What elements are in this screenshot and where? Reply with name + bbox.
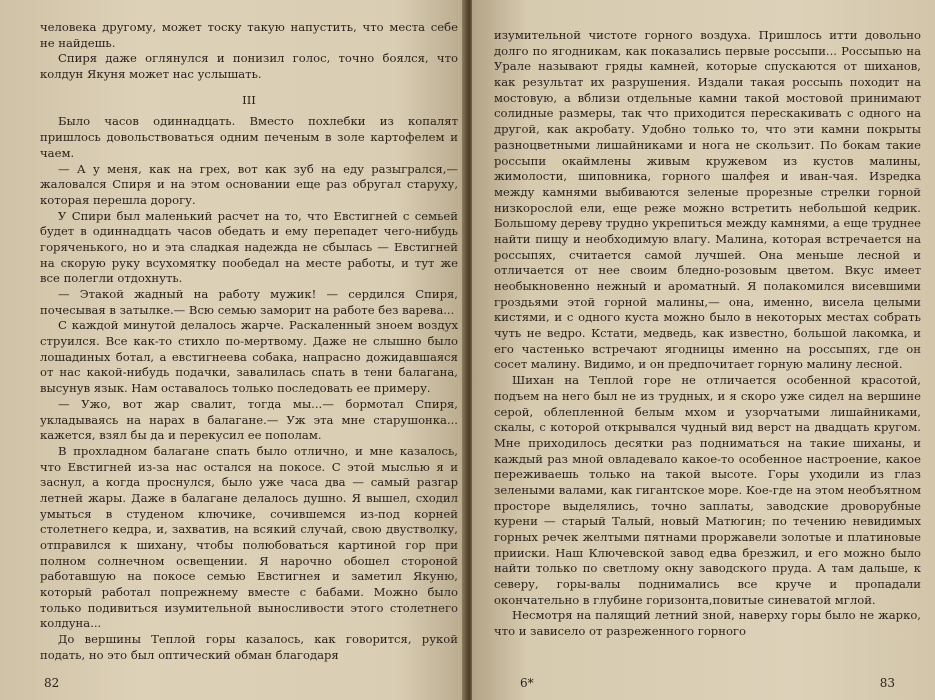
paragraph: До вершины Теплой горы казалось, как говорится, рукой подать, но это был оптический обман благодаря <box>40 632 458 662</box>
paragraph: Шихан на Теплой горе не отличается особенной красотой, подъем на него был не из трудных, и я скоро уже сидел на вершине серой, облепленной белым мхом и узорчатыми лишайниками, скалы, с которой открывался чудный вид верст на двадцать кругом. Мне приходилось десятки раз подниматься на такие шиханы, и каждый раз мной овладевало какое-то особенное настроение, какое переживаешь только на такой высоте. Горы уходили из глаз зелеными валами, как гигантское море. Кое-где на этом необъятном просторе выделялись, точно заплаты, заводские дроворубные курени — старый Талый, новый Матюгин; по течению невидимых горных речек желтыми пятнами проржавели золотые и платиновые прииски. Наш Ключевской завод едва брезжил, и его можно было найти только по светлому окну заводского пруда. А там дальше, к северу, горы-валы поднимались все круче и пропадали окончательно в глубине горизонта,повитые синеватой мглой. <box>494 373 921 607</box>
paragraph: — Этакой жадный на работу мужик! — сердился Спиря, почесывая в затылке.— Всю семью заморит на работе без варева... <box>40 287 458 317</box>
paragraph: В прохладном балагане спать было отлично, и мне казалось, что Евстигней из-за нас остался на покосе. С этой мыслью я и заснул, а когда проснулся, было уже часа два — самый разгар летней жары. Даже в балагане делалось душно. Я вышел, сходил умыться в студеном ключике, сочившемся из-под корней столетнего кедра, и, захватив, на всякий случай, свою двустволку, отправился к шихану, чтобы полюбоваться картиной гор при полном солнечном освещении. Я нарочно обошел стороной работавшую на покосе семью Евстигнея и заметил Якуню, который работал попрежнему вместе с бабами. Можно было только подивиться изумительной выносливости этого столетнего колдуна... <box>40 443 458 631</box>
paragraph: изумительной чистоте горного воздуха. Пришлось итти довольно долго по ягодникам, как показались первые россыпи... Россыпью на Урале называют гряды камней, которые спускаются от шиханов, как результат их разрушения. Издали такая россыпь походит на мостовую, а вблизи отдельные камни такой мостовой принимают солидные размеры, так что приходится перескакивать с одного на другой, как акробату. Удобно только то, что эти камни покрыты разноцветными лишайниками и нога не скользит. По бокам такие россыпи окаймлены живым кружевом из кустов малины, жимолости, шиповника, горного шалфея и иван-чая. Изредка между камнями выбиваются зеленые прорезные стрелки горной низкорослой ели, еще реже можно встретить небольшой кедрик. Большому дереву трудно укрепиться между камнями, а еще труднее найти пищу и необходимую влагу. Малина, которая встречается на россыпях, считается самой лучшей. Она меньше лесной и отличается от нее своим бледно-розовым цветом. Вкус имеет необыкновенно нежный и ароматный. Я полакомился висевшими гроздьями этой горной малины,— она, именно, висела целыми кистями, и с одного куста можно было в некоторых местах собрать чуть не ведро. Кстати, медведь, как известно, большой лакомка, и его частенько встречают ягодницы именно на россыпях, где он сосет малину. Видимо, и он предпочитает горную малину лесной. <box>494 28 921 372</box>
signature-mark: 6* <box>520 676 534 690</box>
paragraph: У Спири был маленький расчет на то, что Евстигней с семьей будет в одиннадцать часов обедать и ему перепадет чего-нибудь горяченького, но и эта сладкая надежда не сбылась — Евстигней на скорую руку всухомятку пообедал на месте работы, и тут же все полегли отдохнуть. <box>40 208 458 286</box>
right-page <box>472 0 935 700</box>
chapter-heading: III <box>242 92 256 107</box>
left-page-text <box>40 20 458 664</box>
paragraph: человека другому, может тоску такую напустить, что места себе не найдешь. <box>40 20 458 50</box>
page-number-right: 83 <box>879 676 895 690</box>
paragraph: — Ужо, вот жар свалит, тогда мы...— бормотал Спиря, укладываясь на нарах в балагане.— Уж эта мне старушонка... кажется, взял бы да и перекусил ее пополам. <box>40 396 458 443</box>
right-page-text <box>494 28 921 640</box>
paragraph: Спиря даже оглянулся и понизил голос, точно боялся, что колдун Якуня может нас услышать. <box>40 51 458 82</box>
page-number-left: 82 <box>44 676 60 690</box>
paragraph: Несмотря на палящий летний зной, наверху горы было не жарко, что и зависело от разреженного горного <box>494 608 921 639</box>
paragraph: — А у меня, как на грех, вот как зуб на еду разыгрался,— жаловался Спиря и на этом основании еще раз обругал старуху, которая перешла дорогу. <box>40 161 458 207</box>
paragraph: С каждой минутой делалось жарче. Раскаленный зноем воздух струился. Все как-то стихло по-мертвому. Даже не слышно было лошадиных ботал, а евстигнеева собака, напрасно дожидавшаяся от нас какой-нибудь подачки, завалилась спать в тени балагана, высунув язык. Нам оставалось только последовать ее примеру. <box>40 318 458 396</box>
paragraph: Было часов одиннадцать. Вместо похлебки из копалят пришлось довольствоваться одним печеным в золе картофелем и чаем. <box>40 114 458 160</box>
